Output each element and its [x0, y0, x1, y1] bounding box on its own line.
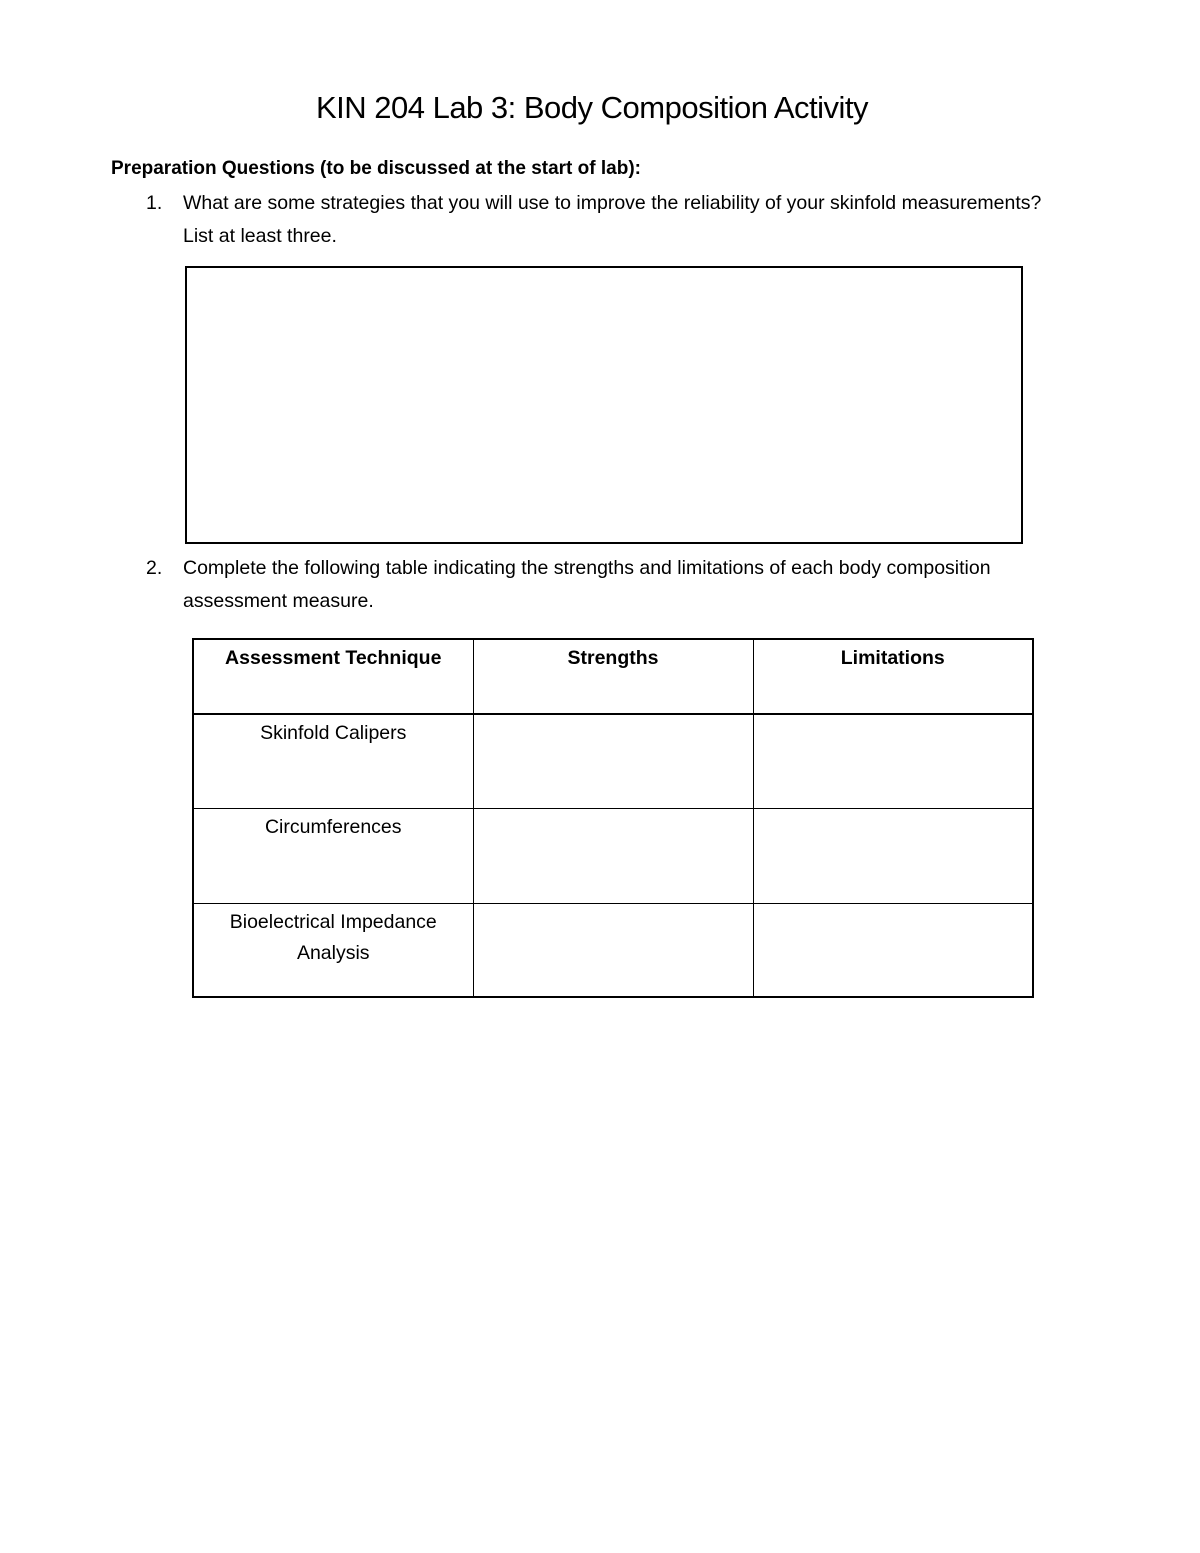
technique-cell: Circumferences: [193, 809, 473, 904]
answer-box[interactable]: [185, 266, 1023, 544]
assessment-table: [192, 638, 1034, 998]
question-2: [146, 552, 1046, 618]
table-header-row: [193, 639, 1033, 714]
page-title: KIN 204 Lab 3: Body Composition Activity: [315, 90, 869, 125]
table-row: [193, 714, 1033, 809]
header-limitations: Limitations: [753, 639, 1033, 714]
limitations-cell[interactable]: [753, 714, 1033, 809]
header-strengths: Strengths: [473, 639, 753, 714]
strengths-cell[interactable]: [473, 714, 753, 809]
limitations-cell[interactable]: [753, 809, 1033, 904]
limitations-cell[interactable]: [753, 904, 1033, 998]
technique-cell: Bioelectrical Impedance Analysis: [193, 904, 473, 998]
header-technique: Assessment Technique: [193, 639, 473, 714]
question-number: 2.: [146, 557, 163, 579]
question-text: Complete the following table indicating the strengths and limitations of each body composition assessment measure.: [183, 557, 991, 612]
table-row: [193, 904, 1033, 998]
table-row: [193, 809, 1033, 904]
section-heading: Preparation Questions (to be discussed at the start of lab):: [111, 158, 641, 179]
question-text: What are some strategies that you will use to improve the reliability of your skinfold measurements? List at least three.: [183, 192, 1042, 247]
question-number: 1.: [146, 192, 163, 214]
strengths-cell[interactable]: [473, 809, 753, 904]
question-1: [146, 187, 1046, 253]
technique-cell: Skinfold Calipers: [193, 714, 473, 809]
strengths-cell[interactable]: [473, 904, 753, 998]
